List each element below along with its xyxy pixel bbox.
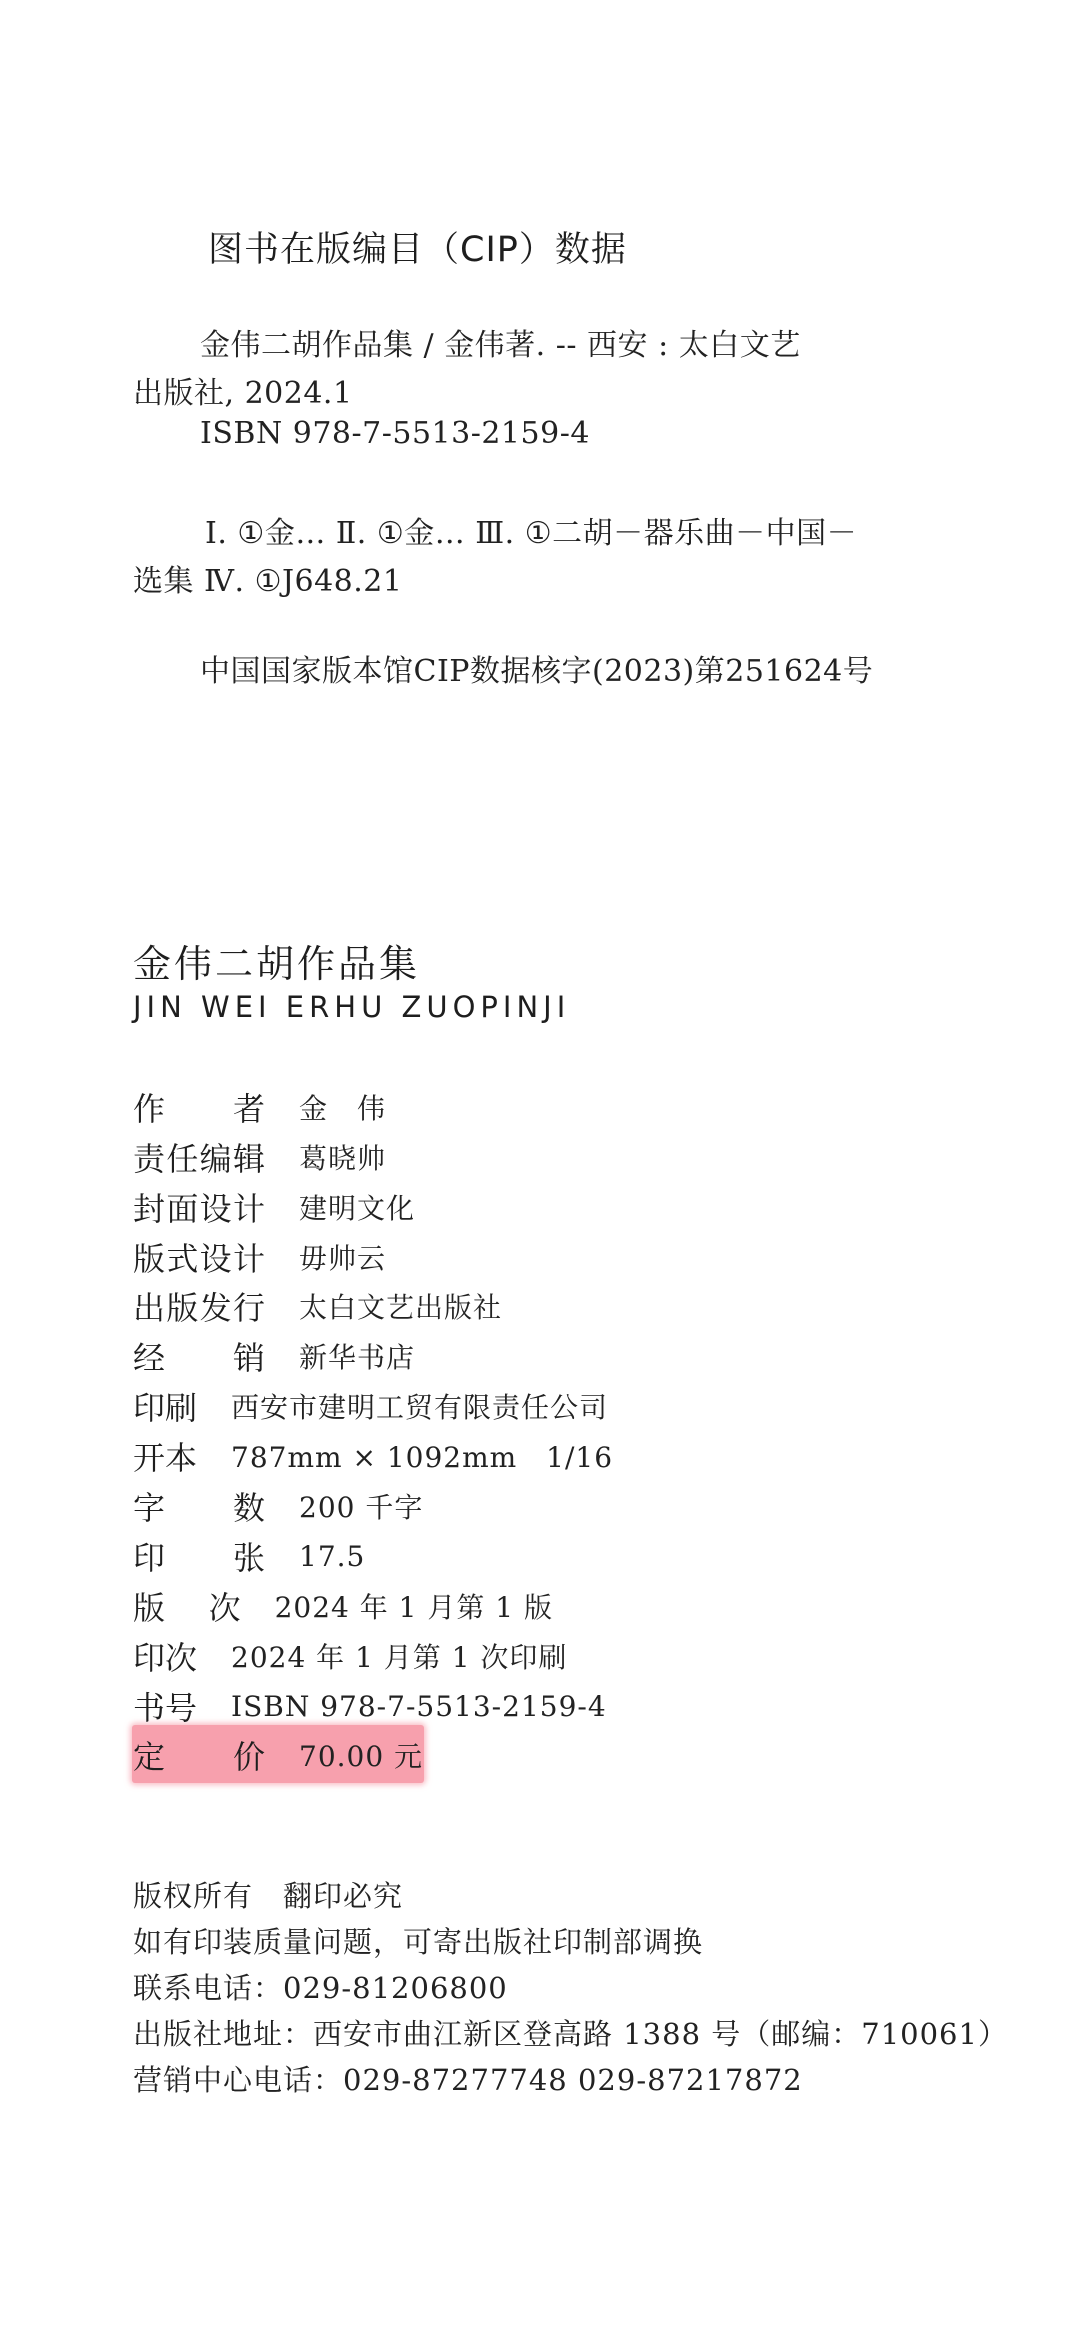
info-value: 太白文艺出版社: [299, 1291, 503, 1324]
info-row: [133, 1381, 609, 1431]
info-row: [133, 1531, 553, 1581]
info-row: [133, 1281, 553, 1331]
publisher-address: 出版社地址：西安市曲江新区登高路 1388 号（邮编：710061）: [133, 2017, 1008, 2051]
cip-line-2: 出版社, 2024.1: [133, 376, 353, 411]
info-row: [133, 1132, 553, 1182]
marketing-phone: 营销中心电话：029-87277748 029-87217872: [133, 2063, 803, 2097]
info-label: 定价: [133, 1738, 265, 1776]
info-value: 毋帅云: [299, 1242, 387, 1275]
info-label: 字数: [133, 1489, 265, 1527]
info-label: 版次: [133, 1589, 241, 1627]
info-value: ISBN 978-7-5513-2159-4: [231, 1689, 607, 1723]
cip-classification-line-1: Ⅰ. ①金… Ⅱ. ①金… Ⅲ. ①二胡－器乐曲－中国－: [205, 516, 858, 551]
info-row: [133, 1182, 553, 1232]
info-label: 开本: [133, 1439, 198, 1477]
info-value: 新华书店: [299, 1341, 416, 1374]
book-title: 金伟二胡作品集: [133, 942, 421, 986]
info-value: 787mm × 1092mm 1/16: [231, 1441, 614, 1474]
info-row: [133, 1681, 607, 1731]
info-label: 印张: [133, 1539, 265, 1577]
info-value: 金 伟: [299, 1092, 387, 1125]
cip-title: 图书在版编目（CIP）数据: [208, 230, 627, 270]
info-value: 建明文化: [299, 1192, 416, 1225]
info-label: 书号: [133, 1689, 198, 1727]
price-value: 70.00 元: [299, 1740, 424, 1773]
contact-phone: 联系电话：029-81206800: [133, 1971, 508, 2005]
info-label: 经销: [133, 1339, 265, 1377]
info-row: [133, 1431, 614, 1481]
info-value: 2024 年 1 月第 1 次印刷: [231, 1641, 568, 1674]
info-label: 版式设计: [133, 1240, 265, 1278]
info-row: [133, 1481, 553, 1531]
info-label: 封面设计: [133, 1190, 265, 1228]
info-value: 200 千字: [299, 1491, 424, 1524]
copyright-notice: 版权所有 翻印必究: [133, 1879, 404, 1913]
info-label: 出版发行: [133, 1289, 265, 1327]
price-row: [133, 1730, 553, 1780]
info-label: 印刷: [133, 1389, 198, 1427]
exchange-notice: 如有印装质量问题，可寄出版社印制部调换: [133, 1925, 704, 1959]
info-row: [133, 1232, 553, 1282]
cip-line-1: 金伟二胡作品集 / 金伟著. -- 西安 : 太白文艺: [200, 328, 801, 363]
info-row: [133, 1082, 553, 1132]
info-label: 作者: [133, 1090, 265, 1128]
cip-record-number: 中国国家版本馆CIP数据核字(2023)第251624号: [200, 654, 874, 689]
info-value: 西安市建明工贸有限责任公司: [231, 1391, 609, 1424]
book-title-pinyin: JIN WEI ERHU ZUOPINJI: [133, 990, 571, 1024]
info-value: 2024 年 1 月第 1 版: [274, 1591, 553, 1624]
info-row: [133, 1581, 553, 1631]
info-value: 葛晓帅: [299, 1142, 387, 1175]
cip-isbn: ISBN 978-7-5513-2159-4: [200, 416, 590, 451]
cip-classification-line-2: 选集 Ⅳ. ①J648.21: [133, 564, 403, 599]
info-value: 17.5: [299, 1539, 366, 1573]
info-row: [133, 1331, 553, 1381]
info-row: [133, 1631, 568, 1681]
info-label: 责任编辑: [133, 1140, 265, 1178]
info-label: 印次: [133, 1639, 198, 1677]
